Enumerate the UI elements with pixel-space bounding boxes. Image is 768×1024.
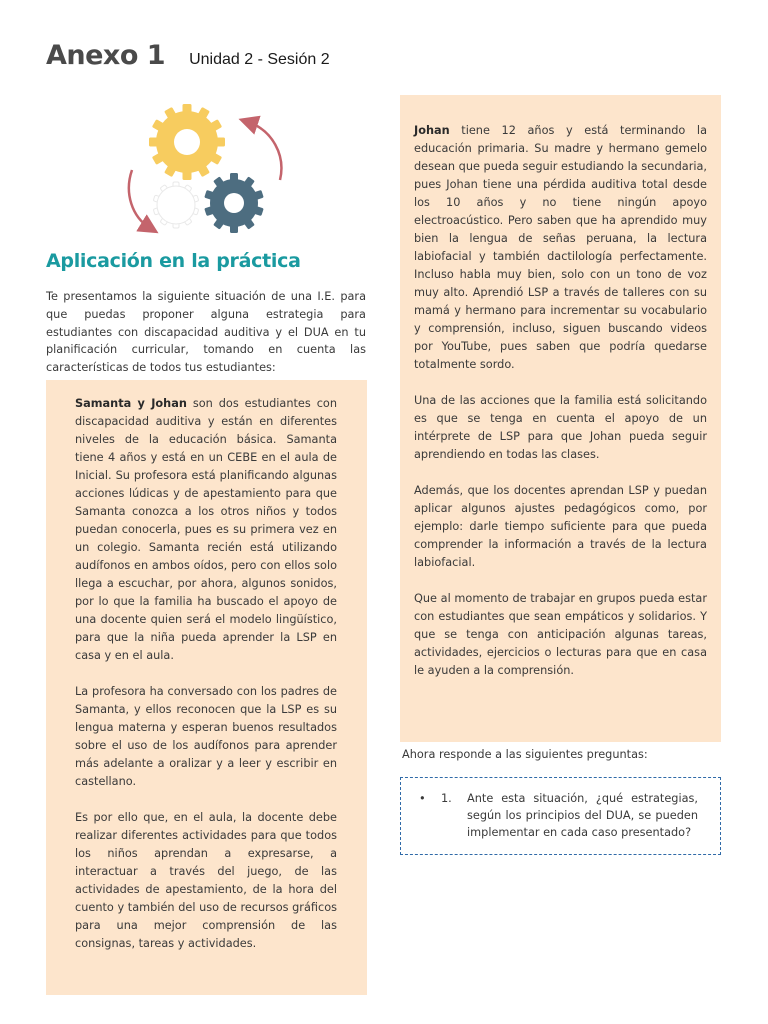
gears-illustration	[110, 95, 310, 245]
johan-case-box	[400, 95, 721, 742]
yellow-gear-icon	[149, 104, 225, 180]
question-item	[419, 790, 698, 841]
questions-box	[400, 777, 721, 855]
samanta-paragraph-1: Samanta y Johan son dos estudiantes con discapacidad auditiva y están en diferentes niveles de la educación básica. Samanta tiene 4 años y está en un CEBE en el aula de Inicial. Su profesora está planificando algunas acciones lúdicas y de apestamiento para que Samanta conozca a los otros niños y todos puedan conocerla, pues es su primera vez en un colegio. Samanta recién está utilizando audífonos en ambos oídos, pero con ellos solo llega a escuchar, por ahora, algunos sonidos, por lo que la familia ha buscado el apoyo de una docente quien será el modelo lingüístico, para que la niña pueda aprender la LSP en casa y en el aula.	[75, 397, 338, 662]
johan-paragraph-3: Además, que los docentes aprendan LSP y puedan aplicar algunos ajustes pedagógicos como, por ejemplo: darle tiempo suficiente para que pueda comprender la información a través de la lectura labiofacial.	[414, 484, 707, 569]
johan-name: Johan	[414, 124, 450, 137]
page-header	[46, 40, 330, 71]
questions-list	[419, 790, 698, 841]
white-gear-icon	[153, 182, 199, 228]
samanta-paragraph-2: La profesora ha conversado con los padres de Samanta, y ellos reconocen que la LSP es su lengua materna y esperan buenos resultados sobre el uso de los audífonos para aprender más adelante a oralizar y a leer y escribir en castellano.	[75, 685, 337, 788]
question-number: 1.	[441, 792, 452, 805]
samanta-case-box	[46, 380, 367, 995]
question-text: Ante esta situación, ¿qué estrategias, según los principios del DUA, se pueden implementar en cada caso presentado?	[467, 792, 698, 839]
johan-paragraph-1: Johan tiene 12 años y está terminando la educación primaria. Su madre y hermano gemelo desean que pueda seguir estudiando la secundaria, pues Johan tiene una pérdida auditiva total desde los 10 años y no tiene ningún apoyo electroacústico. Pero saben que ha aprendido muy bien la lengua de señas peruana, la lectura labiofacial y también dactilología perfectamente. Incluso habla muy bien, solo con un tono de voz muy alto. Aprendió LSP a través de talleres con su mamá y hermano para incrementar su vocabulario y comprensión, incluso, siguen buscando videos por YouTube, pues saben que podría quedarse totalmente sordo.	[414, 124, 707, 371]
questions-prompt: Ahora responde a las siguientes preguntas:	[402, 748, 648, 761]
section-title: Aplicación en la práctica	[46, 250, 301, 272]
unit-session-label: Unidad 2 - Sesión 2	[189, 51, 330, 68]
cycle-arrow-bottom-icon	[129, 170, 150, 228]
johan-paragraph-4: Que al momento de trabajar en grupos pueda estar con estudiantes que sean empáticos y solidarios. Y que se tenga con anticipación algunas tareas, actividades, ejercicios o lecturas para que en casa le ayuden a la comprensión.	[414, 592, 707, 677]
cycle-arrow-top-icon	[248, 122, 281, 180]
samanta-paragraph-3: Es por ello que, en el aula, la docente debe realizar diferentes actividades para que todos los niños aprendan a expresarse, a interactuar a través del juego, de las actividades de apestamiento, de la hora del cuento y también del uso de recursos gráficos para una mejor comprensión de las consignas, tareas y actividades.	[75, 811, 337, 950]
case-names: Samanta y Johan	[75, 397, 187, 410]
bullet-icon: •	[419, 792, 426, 805]
annex-label: Anexo 1	[46, 40, 166, 71]
johan-paragraph-2: Una de las acciones que la familia está solicitando es que se tenga en cuenta el apoyo de un intérprete de LSP para que Johan pueda seguir aprendiendo en todas las clases.	[414, 394, 707, 461]
blue-gear-icon	[204, 173, 264, 233]
intro-paragraph: Te presentamos la siguiente situación de una I.E. para que puedas proponer alguna estrategia para estudiantes con discapacidad auditiva y el DUA en tu planificación curricular, tomando en cuenta las características de todos tus estudiantes:	[46, 290, 366, 375]
